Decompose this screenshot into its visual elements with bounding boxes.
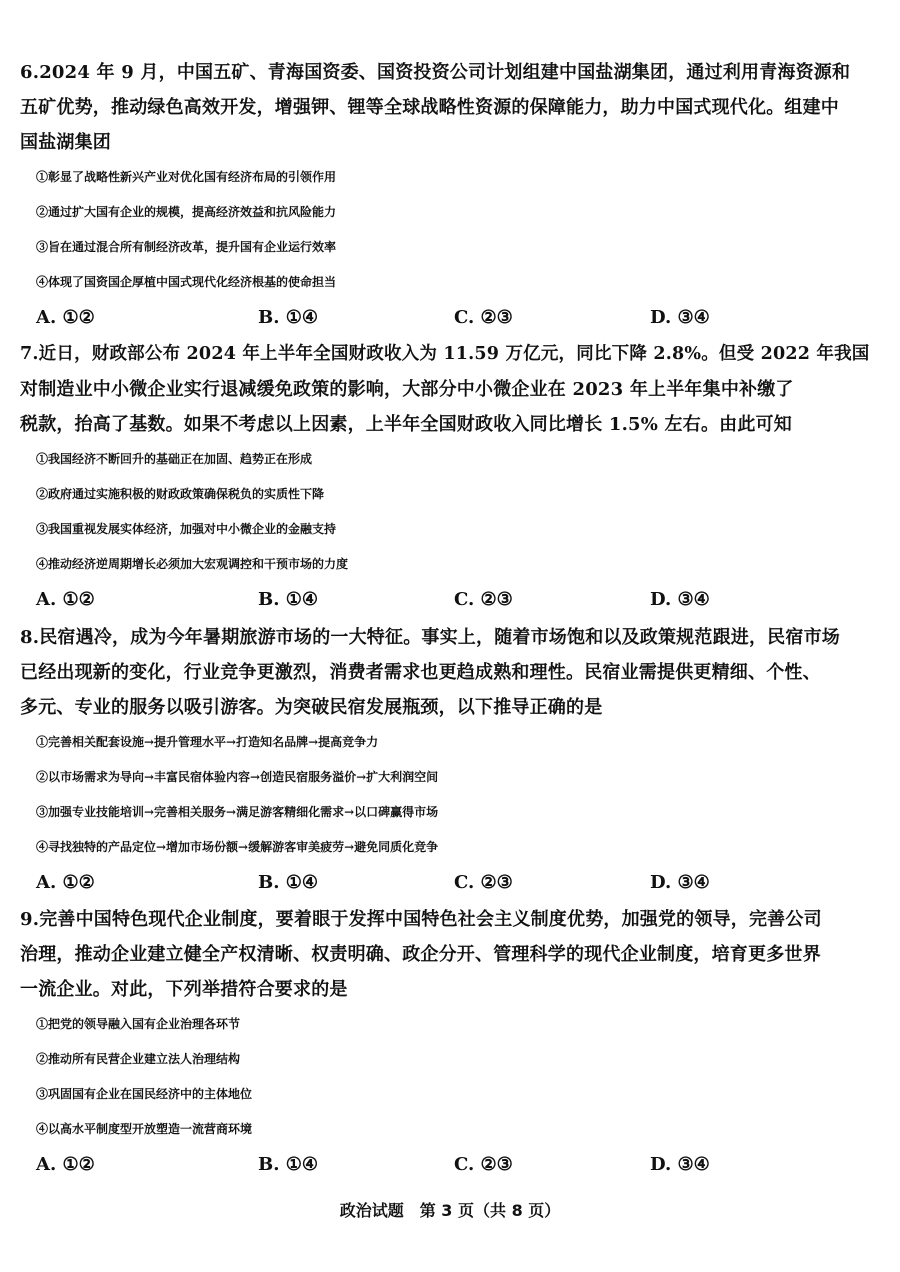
statement-option: ④寻找独特的产品定位→增加市场份额→缓解游客审美疲劳→避免同质化竞争	[36, 840, 439, 854]
page-footer: 政治试题 第 3 页（共 8 页）	[339, 1201, 561, 1220]
stem-line: 国盐湖集团	[20, 132, 111, 153]
answer-choices	[20, 300, 884, 335]
statement-option: ④推动经济逆周期增长必须加大宏观调控和干预市场的力度	[36, 557, 349, 571]
answer-choice-a: A. ①②	[36, 872, 95, 893]
answer-choice-b: B. ①④	[258, 589, 319, 610]
stem-line: 9.完善中国特色现代企业制度，要着眼于发挥中国特色社会主义制度优势，加强党的领导，完善公司	[20, 909, 822, 930]
answer-choice-b: B. ①④	[258, 307, 319, 328]
statement-option: ③加强专业技能培训→完善相关服务→满足游客精细化需求→以口碑赢得市场	[36, 805, 439, 819]
stem-line: 治理，推动企业建立健全产权清晰、权责明确、政企分开、管理科学的现代企业制度，培育更多世界	[20, 944, 821, 965]
answer-choice-c: C. ②③	[454, 872, 513, 893]
stem-line: 7.近日，财政部公布 2024 年上半年全国财政收入为 11.59 万亿元，同比下降 2.8%。但受 2022 年我国	[20, 344, 870, 364]
answer-choice-d: D. ③④	[650, 589, 710, 610]
statement-option: ④以高水平制度型开放塑造一流营商环境	[36, 1122, 253, 1136]
statement-option: ①我国经济不断回升的基础正在加固、趋势正在形成	[36, 452, 313, 466]
answer-choice-b: B. ①④	[258, 1154, 319, 1175]
answer-choice-d: D. ③④	[650, 872, 710, 893]
answer-choice-c: C. ②③	[454, 589, 513, 610]
statement-option: ①把党的领导融入国有企业治理各环节	[36, 1017, 241, 1031]
stem-line: 一流企业。对此，下列举措符合要求的是	[20, 979, 348, 1000]
stem-line: 对制造业中小微企业实行退减缓免政策的影响，大部分中小微企业在 2023 年上半年集中补缴了	[20, 379, 794, 400]
answer-choice-d: D. ③④	[650, 307, 710, 328]
stem-line: 8.民宿遇冷，成为今年暑期旅游市场的一大特征。事实上，随着市场饱和以及政策规范跟进，民宿市场	[20, 627, 840, 648]
question-7	[20, 337, 884, 617]
question-stem	[20, 337, 884, 442]
statement-option: ②政府通过实施积极的财政政策确保税负的实质性下降	[36, 487, 325, 501]
question-stem	[20, 902, 884, 1007]
statement-option: ①彰显了战略性新兴产业对优化国有经济布局的引领作用	[36, 170, 337, 184]
answer-choices	[20, 582, 884, 617]
statement-option: ③巩固国有企业在国民经济中的主体地位	[36, 1087, 253, 1101]
answer-choice-a: A. ①②	[36, 307, 95, 328]
statement-option: ②以市场需求为导向→丰富民宿体验内容→创造民宿服务溢价→扩大利润空间	[36, 770, 439, 784]
statement-option: ②通过扩大国有企业的规模，提高经济效益和抗风险能力	[36, 205, 337, 219]
answer-choice-c: C. ②③	[454, 307, 513, 328]
answer-choices	[20, 1147, 884, 1182]
stem-line: 多元、专业的服务以吸引游客。为突破民宿发展瓶颈，以下推导正确的是	[20, 697, 603, 718]
question-stem	[20, 620, 884, 725]
stem-line: 6.2024 年 9 月，中国五矿、青海国资委、国资投资公司计划组建中国盐湖集团，通过利用青海资源和	[20, 62, 851, 83]
statement-option: ①完善相关配套设施→提升管理水平→打造知名品牌→提高竞争力	[36, 735, 379, 749]
question-9	[20, 902, 884, 1182]
question-6	[20, 55, 884, 335]
question-stem	[20, 55, 884, 160]
answer-choice-d: D. ③④	[650, 1154, 710, 1175]
stem-line: 已经出现新的变化，行业竞争更激烈，消费者需求也更趋成熟和理性。民宿业需提供更精细、个性、	[20, 662, 821, 683]
answer-choice-c: C. ②③	[454, 1154, 513, 1175]
stem-line: 税款，抬高了基数。如果不考虑以上因素，上半年全国财政收入同比增长 1.5% 左右。由此可知	[20, 414, 792, 435]
statement-option: ②推动所有民营企业建立法人治理结构	[36, 1052, 241, 1066]
statement-option: ③旨在通过混合所有制经济改革，提升国有企业运行效率	[36, 240, 337, 254]
statement-option: ③我国重视发展实体经济，加强对中小微企业的金融支持	[36, 522, 337, 536]
answer-choice-a: A. ①②	[36, 1154, 95, 1175]
answer-choice-b: B. ①④	[258, 872, 319, 893]
answer-choice-a: A. ①②	[36, 589, 95, 610]
stem-line: 五矿优势，推动绿色高效开发，增强钾、锂等全球战略性资源的保障能力，助力中国式现代化。组建中	[20, 97, 839, 118]
statement-option: ④体现了国资国企厚植中国式现代化经济根基的使命担当	[36, 275, 337, 289]
question-8	[20, 620, 884, 900]
answer-choices	[20, 865, 884, 900]
